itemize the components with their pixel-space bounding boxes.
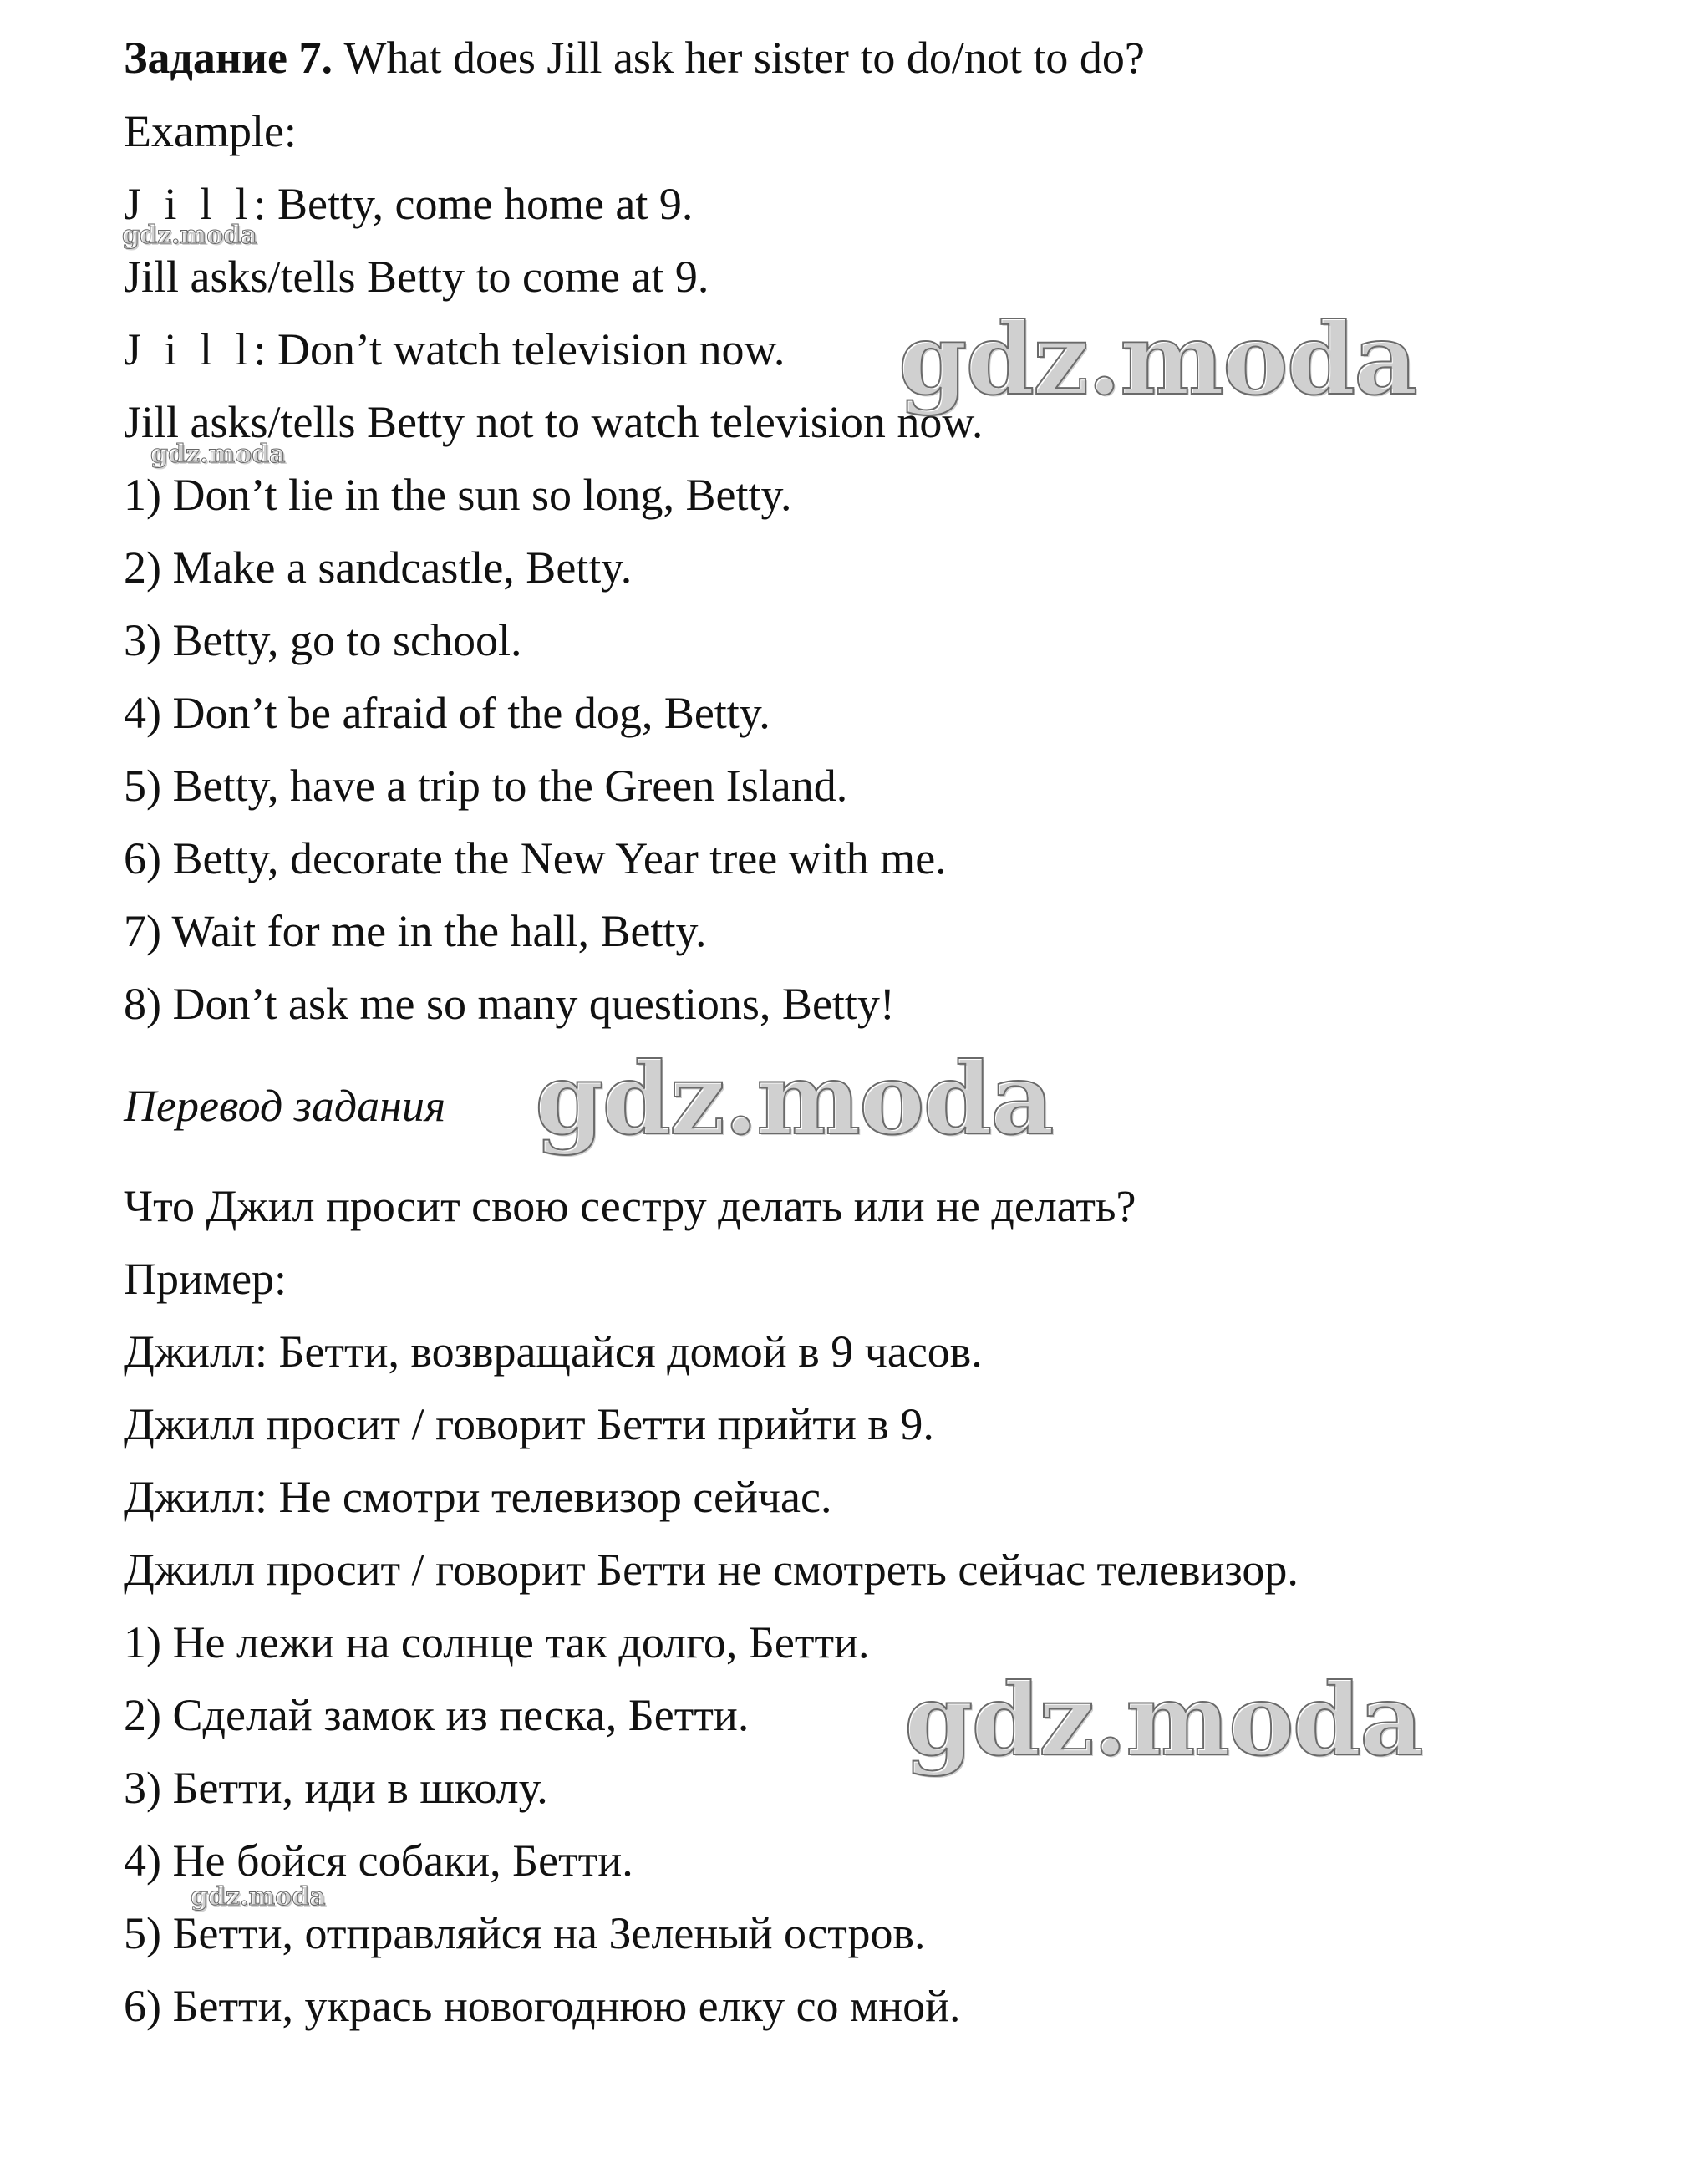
translation-line-2: Джилл просит / говорит Бетти прийти в 9. <box>124 1399 934 1449</box>
item-ru-4: 4) Не бойся собаки, Бетти. <box>124 1835 633 1886</box>
translation-example-label: Пример: <box>124 1254 287 1304</box>
watermark: gdz.moda <box>898 301 1416 417</box>
item-ru-1: 1) Не лежи на солнце так долго, Бетти. <box>124 1617 870 1667</box>
example-line-1-text: : Betty, come home at 9. <box>253 179 694 229</box>
item-en-3: 3) Betty, go to school. <box>124 615 522 665</box>
task-question: What does Jill ask her sister to do/not to do? <box>343 33 1145 83</box>
translation-line-4: Джилл просит / говорит Бетти не смотреть сейчас телевизор. <box>124 1545 1299 1595</box>
item-ru-3: 3) Бетти, иди в школу. <box>124 1763 548 1813</box>
watermark: gdz.moda <box>535 1041 1053 1157</box>
translation-line-3: Джилл: Не смотри телевизор сейчас. <box>124 1472 832 1522</box>
task-heading <box>124 30 1145 85</box>
example-line-3-text: : Don’t watch television now. <box>253 324 785 374</box>
item-en-7: 7) Wait for me in the hall, Betty. <box>124 906 707 956</box>
translation-heading: Перевод задания <box>124 1081 446 1131</box>
example-label: Example: <box>124 106 297 156</box>
item-ru-5: 5) Бетти, отправляйся на Зеленый остров. <box>124 1908 926 1958</box>
translation-question: Что Джил просит свою сестру делать или не делать? <box>124 1181 1136 1231</box>
example-line-4: Jill asks/tells Betty not to watch television now. <box>124 397 984 447</box>
item-ru-2: 2) Сделай замок из песка, Бетти. <box>124 1690 750 1740</box>
item-en-6: 6) Betty, decorate the New Year tree with me. <box>124 833 947 883</box>
watermark: gdz.moda <box>150 440 286 469</box>
item-en-5: 5) Betty, have a trip to the Green Island. <box>124 761 848 811</box>
item-ru-6: 6) Бетти, укрась новогоднюю елку со мной. <box>124 1981 961 2031</box>
example-line-2: Jill asks/tells Betty to come at 9. <box>124 252 709 302</box>
watermark: gdz.moda <box>122 221 257 250</box>
task-label: Задание 7. <box>124 33 333 83</box>
item-en-8: 8) Don’t ask me so many questions, Betty! <box>124 979 895 1029</box>
item-en-1: 1) Don’t lie in the sun so long, Betty. <box>124 470 792 520</box>
watermark: gdz.moda <box>904 1662 1422 1778</box>
speaker-name: J i l l <box>124 324 254 374</box>
item-en-2: 2) Make a sandcastle, Betty. <box>124 542 633 593</box>
item-en-4: 4) Don’t be afraid of the dog, Betty. <box>124 688 770 738</box>
speaker-name: J i l l <box>124 179 254 229</box>
watermark: gdz.moda <box>191 1882 326 1912</box>
translation-line-1: Джилл: Бетти, возвращайся домой в 9 часов. <box>124 1326 983 1377</box>
example-line-3 <box>124 322 785 377</box>
